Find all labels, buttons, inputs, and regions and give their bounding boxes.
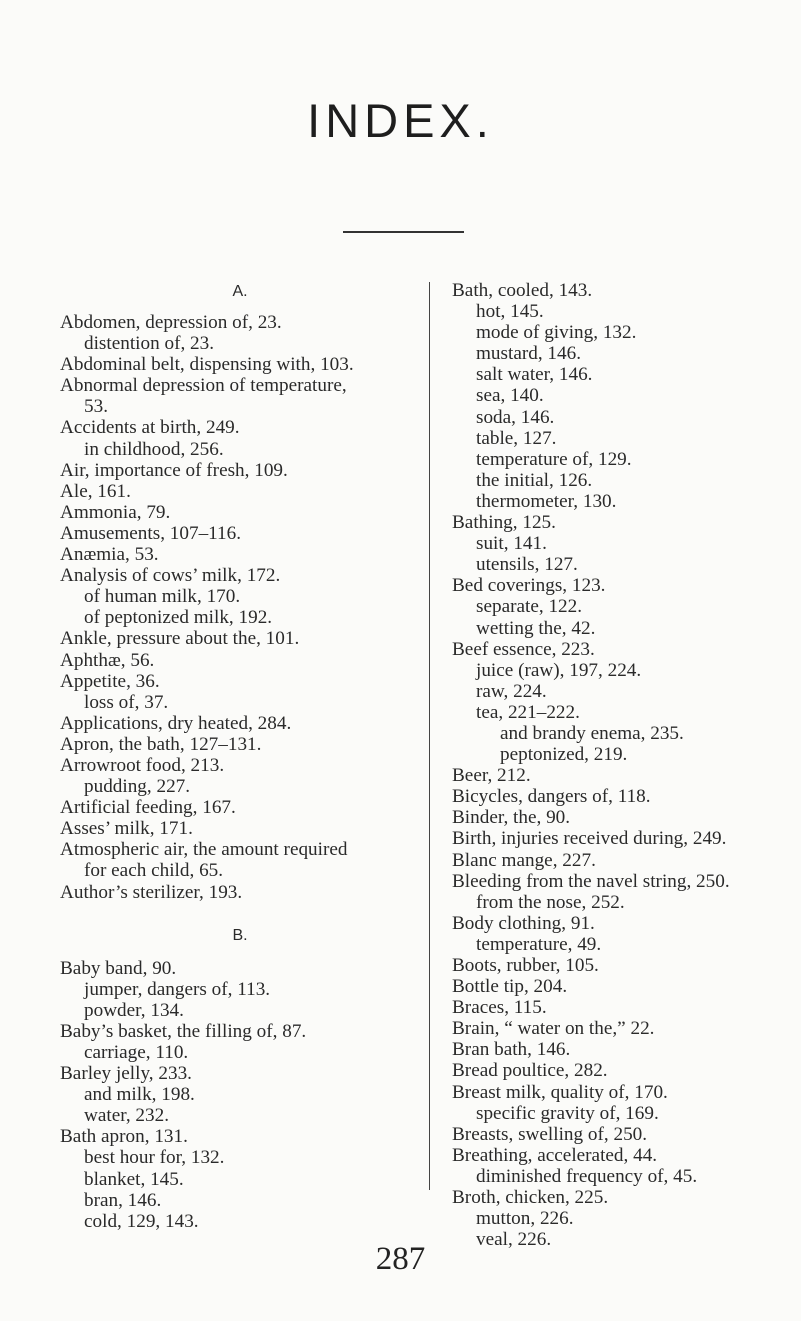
index-subentry: utensils, 127. [476,554,578,576]
index-entry: Brain, “ water on the,” 22. [452,1018,655,1040]
index-subentry: raw, 224. [476,680,547,702]
index-entry: Baby band, 90. [60,957,177,979]
index-subentry: pudding, 227. [84,776,191,798]
index-entry: Birth, injuries received during, 249. [452,828,727,850]
index-entry: Breast milk, quality of, 170. [452,1081,668,1103]
index-subentry: distention of, 23. [84,333,215,355]
index-subentry: wetting the, 42. [476,617,596,639]
index-subentry: 53. [84,396,108,418]
index-entry: Ammonia, 79. [60,501,171,523]
index-subentry: sea, 140. [476,385,544,407]
index-entry: Analysis of cows’ milk, 172. [60,565,281,587]
index-entry: Bread poultice, 282. [452,1060,608,1082]
index-entry: Ankle, pressure about the, 101. [60,628,300,650]
index-entry: Abdomen, depression of, 23. [60,312,282,333]
index-entry: Breasts, swelling of, 250. [452,1123,648,1145]
index-subentry: tea, 221–222. [476,701,580,723]
index-subentry: carriage, 110. [84,1042,189,1063]
index-entry: Blanc mange, 227. [452,849,596,871]
index-entry: Bath, cooled, 143. [452,280,593,301]
index-entry: Asses’ milk, 171. [60,818,193,840]
index-subentry: temperature, 49. [476,933,602,955]
index-subentry: specific gravity of, 169. [476,1102,659,1124]
index-subentry: loss of, 37. [84,691,169,713]
index-subentry: table, 127. [476,427,557,449]
index-subentry: and brandy enema, 235. [500,722,684,744]
index-entry: Boots, rubber, 105. [452,955,599,976]
index-entry: Abdominal belt, dispensing with, 103. [60,354,354,376]
index-entry: Binder, the, 90. [452,807,571,829]
index-subentry: veal, 226. [476,1229,552,1251]
index-entry: Bleeding from the navel string, 250. [452,870,730,892]
section-letter: B. [232,926,248,944]
section-letter: A. [232,283,248,300]
index-subentry: salt water, 146. [476,364,593,386]
index-entry: Amusements, 107–116. [60,522,242,544]
index-entry: Air, importance of fresh, 109. [60,459,288,481]
index-subentry: water, 232. [84,1105,170,1127]
index-subentry: bran, 146. [84,1189,162,1211]
index-column-right [452,280,797,1250]
index-entry: Braces, 115. [452,997,547,1019]
index-subentry: separate, 122. [476,596,583,618]
index-subentry: from the nose, 252. [476,891,625,913]
index-entry: Barley jelly, 233. [60,1063,192,1085]
index-subentry: hot, 145. [476,301,544,323]
index-entry: Aphthæ, 56. [60,649,155,671]
index-entry: Anæmia, 53. [60,544,159,566]
page-number: 287 [375,1241,426,1277]
page-title: INDEX. [307,94,494,148]
index-entry: Body clothing, 91. [452,912,595,934]
index-entry: Artificial feeding, 167. [60,797,236,819]
index-subentry: suit, 141. [476,533,547,555]
index-subentry: for each child, 65. [84,860,224,882]
index-entry: Accidents at birth, 249. [60,417,240,439]
index-entry: Atmospheric air, the amount required [60,839,348,861]
index-entry: Ale, 161. [60,480,131,502]
index-entry: Bath apron, 131. [60,1126,188,1148]
index-entry: Beef essence, 223. [452,638,595,660]
index-entry: Beer, 212. [452,765,531,787]
index-entry: Author’s sterilizer, 193. [60,881,243,903]
index-subentry: thermometer, 130. [476,490,617,512]
index-subentry: mode of giving, 132. [476,322,637,344]
index-subentry: cold, 129, 143. [84,1210,199,1232]
index-subentry: powder, 134. [84,999,184,1021]
index-subentry: diminished frequency of, 45. [476,1165,698,1187]
index-subentry: and milk, 198. [84,1084,195,1106]
index-subentry: juice (raw), 197, 224. [476,659,642,681]
index-entry: Bran bath, 146. [452,1039,571,1061]
index-subentry: best hour for, 132. [84,1147,225,1169]
index-column-left [60,280,420,1232]
index-subentry: in childhood, 256. [84,438,224,460]
index-entry: Apron, the bath, 127–131. [60,733,262,755]
index-subentry: mustard, 146. [476,343,581,365]
index-entry: Arrowroot food, 213. [60,754,225,776]
index-entry: Bicycles, dangers of, 118. [452,786,651,808]
index-subentry: jumper, dangers of, 113. [84,978,271,1000]
index-entry: Abnormal depression of temperature, [60,375,347,397]
index-subentry: of peptonized milk, 192. [84,607,273,629]
index-entry: Appetite, 36. [60,670,160,692]
index-subentry: peptonized, 219. [500,744,628,766]
index-entry: Bathing, 125. [452,512,556,534]
index-entry: Baby’s basket, the filling of, 87. [60,1020,307,1042]
index-entry: Applications, dry heated, 284. [60,712,292,734]
index-subentry: the initial, 126. [476,469,593,491]
index-entry: Bed coverings, 123. [452,575,606,597]
index-entry: Breathing, accelerated, 44. [452,1144,658,1166]
index-subentry: blanket, 145. [84,1168,184,1190]
index-subentry: soda, 146. [476,406,555,428]
index-subentry: of human milk, 170. [84,586,241,608]
column-divider [429,282,430,1190]
index-entry: Broth, chicken, 225. [452,1187,609,1209]
index-subentry: temperature of, 129. [476,448,632,470]
index-entry: Bottle tip, 204. [452,976,568,998]
index-subentry: mutton, 226. [476,1208,574,1230]
title-divider [343,231,464,233]
